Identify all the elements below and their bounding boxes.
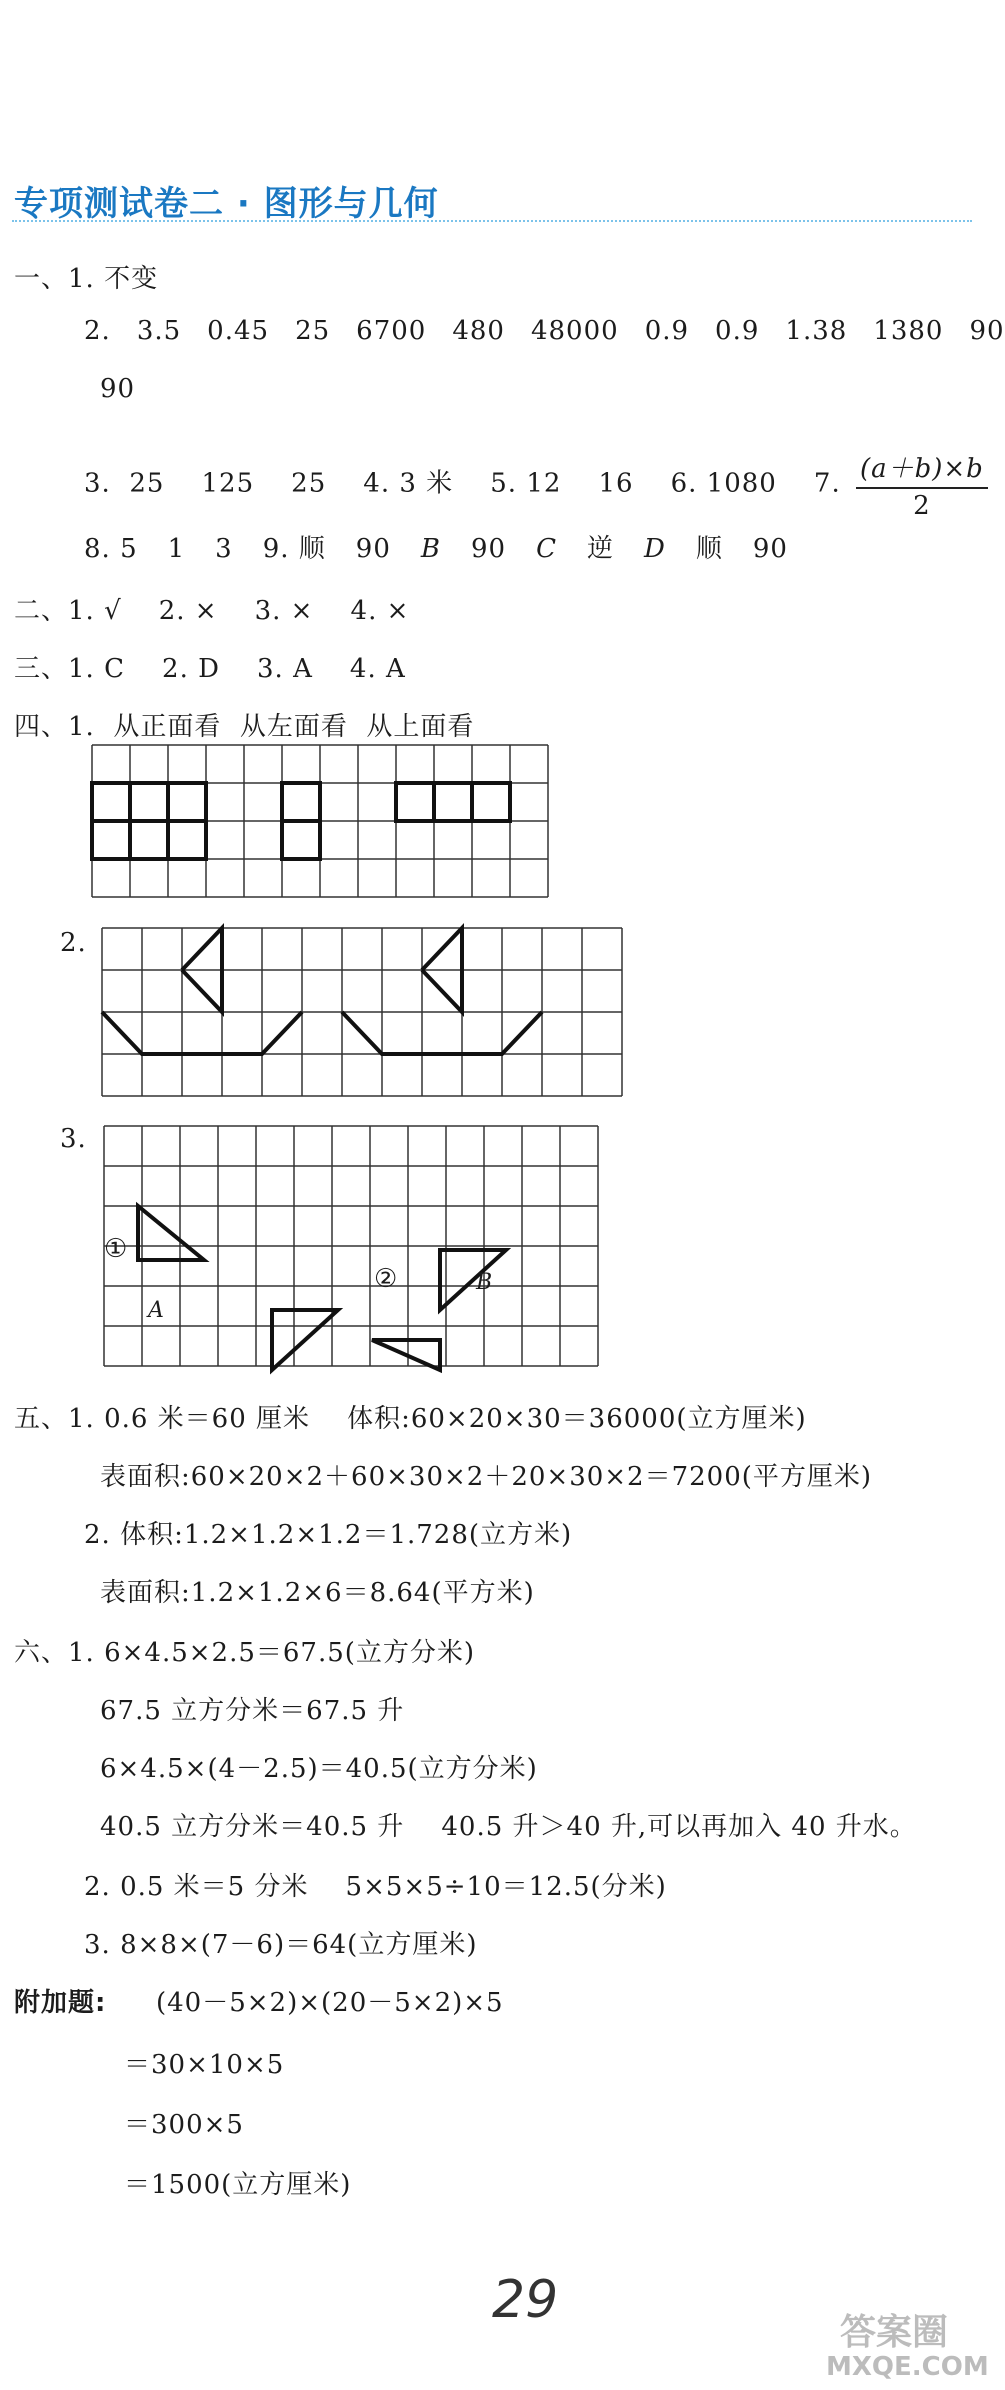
answer-token: B xyxy=(420,534,441,564)
watermark-logo: 答案圈 xyxy=(840,2312,949,2353)
page-number: 29 xyxy=(492,2270,559,2330)
triangle-1 xyxy=(138,1206,204,1260)
s1-line2 xyxy=(84,316,1005,346)
answer-token: 6700 xyxy=(356,316,427,346)
s6-line4: 40.5 立方分米＝40.5 升 40.5 升＞40 升,可以再加入 40 升水。 xyxy=(100,1812,917,1842)
s1-line4 xyxy=(84,528,788,565)
s5-line1: 五、1. 0.6 米＝60 厘米 体积:60×20×30＝36000(立方厘米) xyxy=(14,1404,807,1434)
answer-token: 48000 xyxy=(530,316,619,346)
s1-line1: 一、1. 不变 xyxy=(14,264,159,294)
symmetry-grid xyxy=(102,928,630,1098)
answer-token: 90 xyxy=(355,534,391,564)
s3-line: 三、1. C 2. D 3. A 4. A xyxy=(14,654,406,684)
s5-line4: 表面积:1.2×1.2×6＝8.64(平方米) xyxy=(100,1578,535,1608)
fraction xyxy=(856,448,988,521)
s6-line6: 3. 8×8×(7－6)＝64(立方厘米) xyxy=(84,1930,478,1960)
answer-token: 1 xyxy=(167,534,186,564)
s1-line3-text: 3. 25 125 25 4. 3 米 5. 12 16 6. 1080 7. xyxy=(84,468,841,499)
s6-line5: 2. 0.5 米＝5 分米 5×5×5÷10＝12.5(分米) xyxy=(84,1872,667,1902)
s6-line2: 67.5 立方分米＝67.5 升 xyxy=(100,1696,405,1726)
label-a: A xyxy=(148,1298,164,1323)
label-b: B xyxy=(476,1270,493,1295)
s5-line2: 表面积:60×20×2＋60×30×2＋20×30×2＝7200(平方厘米) xyxy=(100,1462,873,1492)
shape-bottom-left xyxy=(102,1012,302,1054)
shape-bottom-right xyxy=(342,1012,542,1054)
s6-line1: 六、1. 6×4.5×2.5＝67.5(立方分米) xyxy=(14,1638,476,1668)
top-view-shape xyxy=(396,783,510,821)
s5-line3: 2. 体积:1.2×1.2×1.2＝1.728(立方米) xyxy=(84,1520,573,1550)
rotation-grid xyxy=(104,1126,598,1372)
answer-token: 90 xyxy=(969,316,1005,346)
answer-token: 480 xyxy=(452,316,505,346)
s1-line2b: 90 xyxy=(100,374,136,404)
answer-token: 3 xyxy=(215,534,233,564)
answer-token: 1.38 xyxy=(785,316,848,346)
answer-token: 0.9 xyxy=(715,316,760,346)
answer-token: 0.9 xyxy=(644,316,690,346)
s4-header: 四、1. 从正面看 从左面看 从上面看 xyxy=(14,712,475,742)
answer-token: 25 xyxy=(295,316,331,346)
answer-token: D xyxy=(644,534,666,564)
answer-token: 逆 xyxy=(587,534,615,564)
answer-token: 90 xyxy=(752,534,788,564)
watermark-url: MXQE.COM xyxy=(826,2352,989,2382)
answer-token: 2. xyxy=(84,316,111,346)
label-circle-1: ① xyxy=(104,1234,128,1264)
page-title: 专项测试卷二 · 图形与几何 xyxy=(14,184,439,224)
triangle-2 xyxy=(440,1250,506,1310)
view-grid-1 xyxy=(92,745,554,901)
answer-token: C xyxy=(536,534,557,564)
label-circle-2: ② xyxy=(374,1264,398,1294)
triangle-a-rotated xyxy=(272,1310,338,1370)
s4-q3-number: 3. xyxy=(60,1124,87,1154)
answer-token: 顺 xyxy=(695,534,723,564)
extra-line2: ＝30×10×5 xyxy=(124,2050,285,2080)
fraction-denominator: 2 xyxy=(913,491,931,521)
extra-label: 附加题: xyxy=(14,1988,107,2018)
answer-token: 0.45 xyxy=(207,316,270,346)
answer-token: 1380 xyxy=(873,316,944,346)
answer-token: 9. 顺 xyxy=(262,534,326,564)
extra-line4: ＝1500(立方厘米) xyxy=(124,2170,352,2200)
extra-line3: ＝300×5 xyxy=(124,2110,244,2140)
s2-line: 二、1. √ 2. × 3. × 4. × xyxy=(14,596,410,626)
extra-line1: (40－5×2)×(20－5×2)×5 xyxy=(156,1988,504,2018)
title-divider xyxy=(12,220,972,222)
answer-token: 8. 5 xyxy=(84,534,138,564)
s6-line3: 6×4.5×(4－2.5)＝40.5(立方分米) xyxy=(100,1754,538,1784)
s4-q2-number: 2. xyxy=(60,928,87,958)
s1-line3 xyxy=(84,448,988,521)
fraction-numerator: (a＋b)×b xyxy=(856,448,988,489)
answer-token: 90 xyxy=(471,534,507,564)
answer-token: 3.5 xyxy=(136,316,182,346)
